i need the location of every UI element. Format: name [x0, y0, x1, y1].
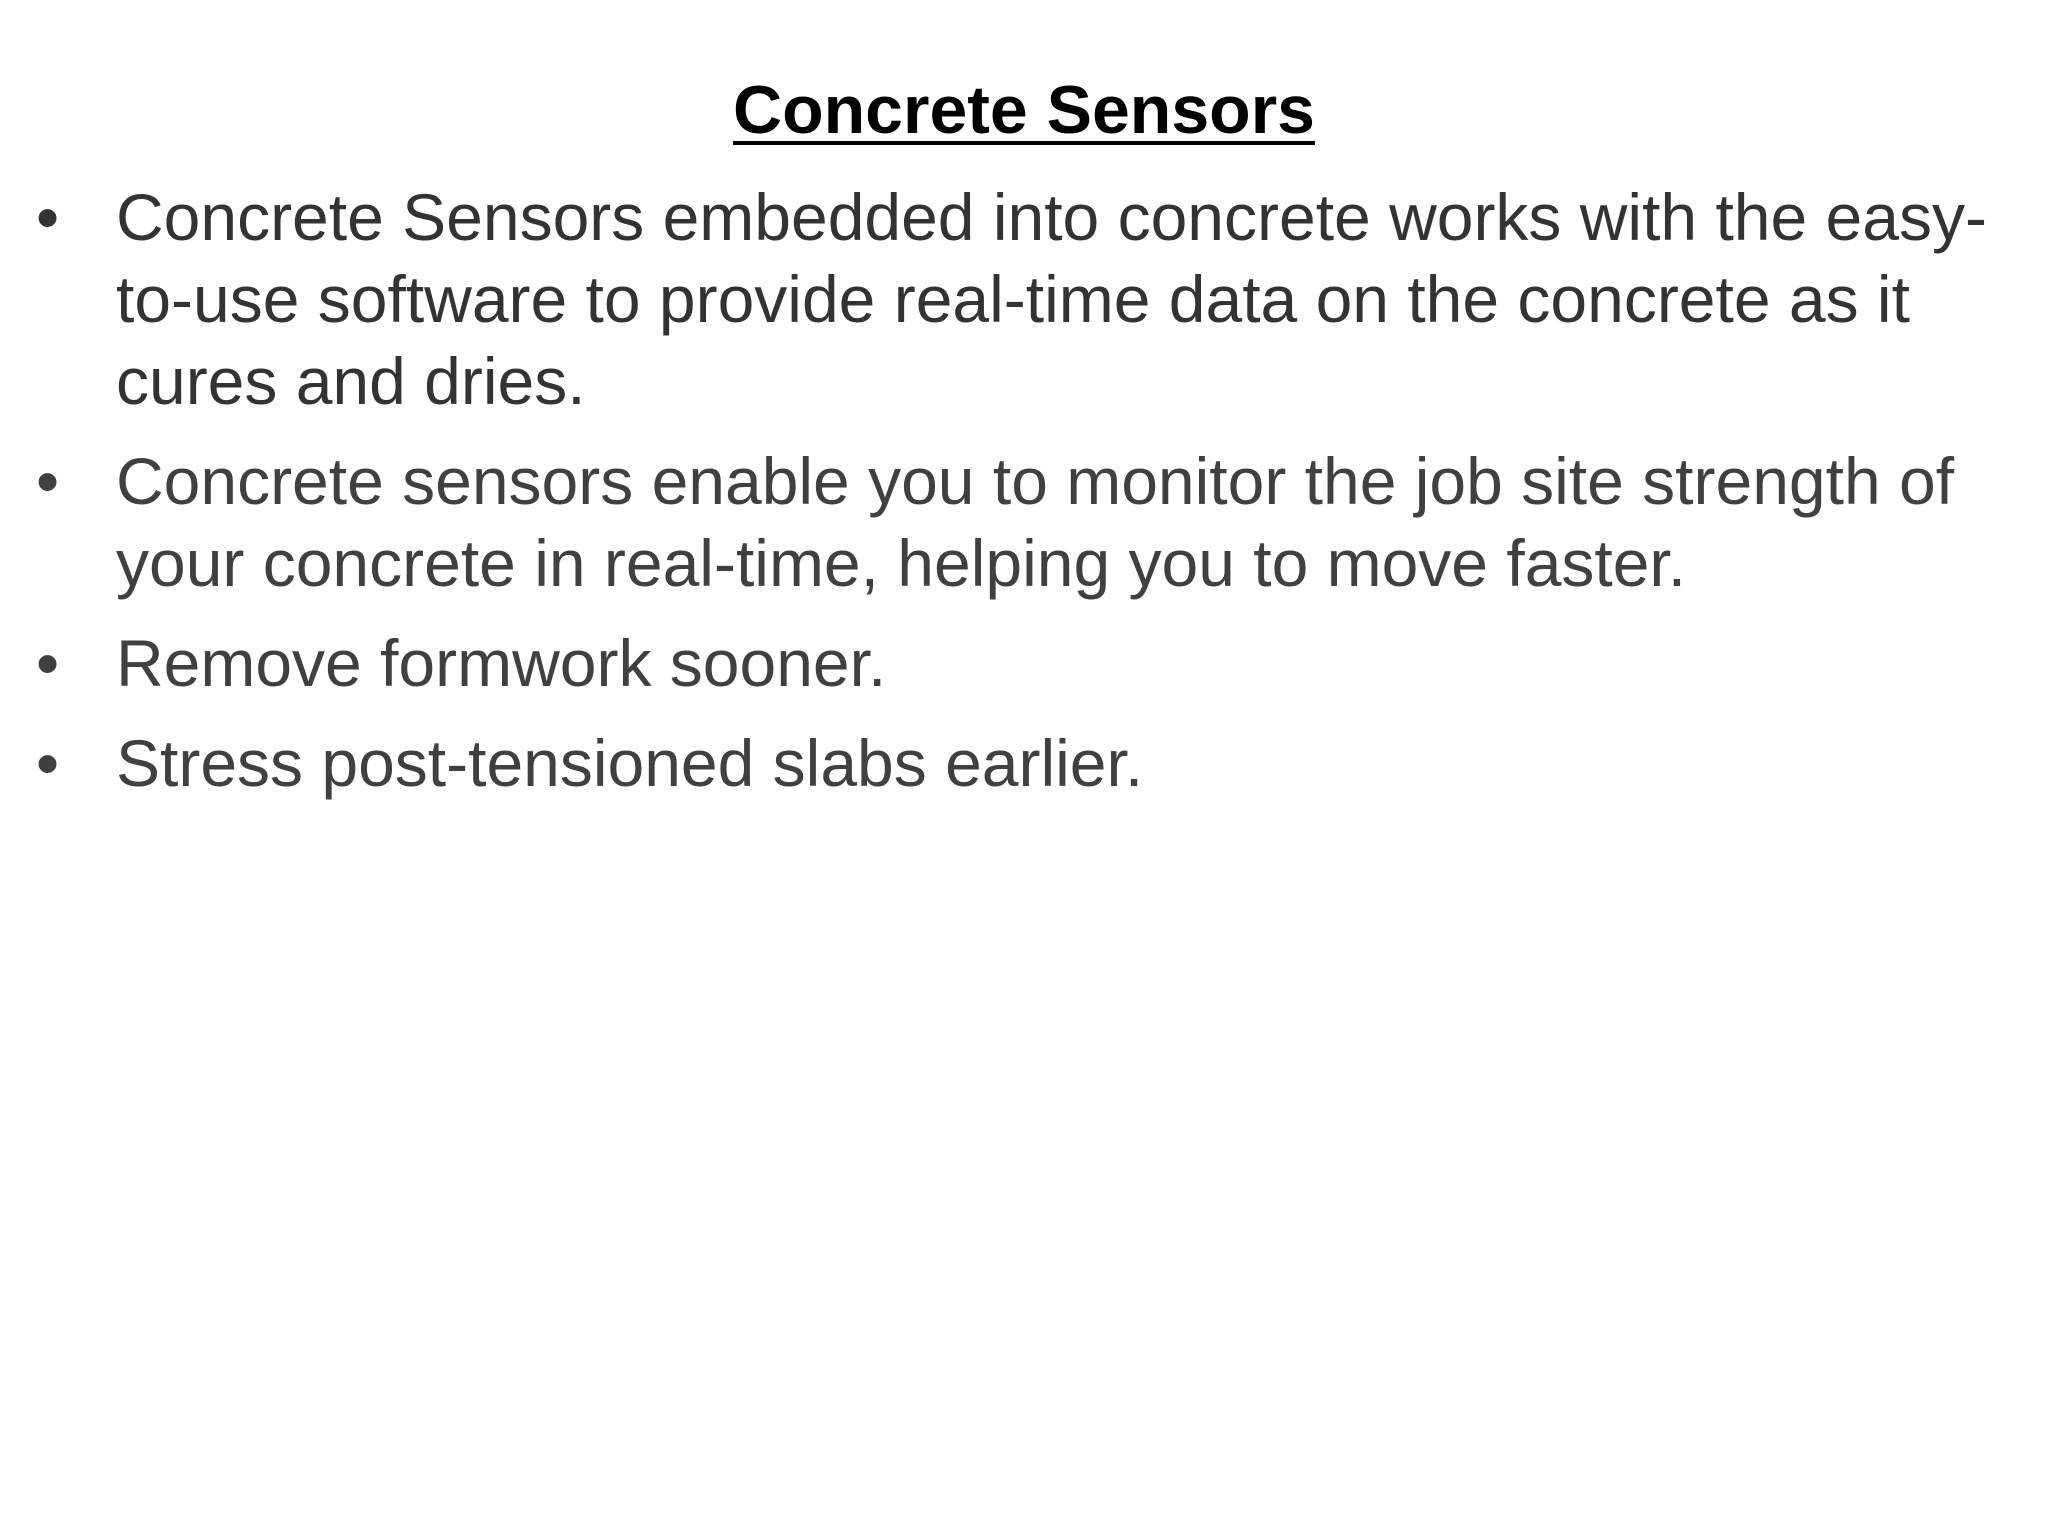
bullet-item: [0, 176, 2048, 422]
bullet-icon: •: [36, 726, 60, 800]
bullet-text: Concrete sensors enable you to monitor the job site strength of your concrete in real-time, helping you to move faster.: [116, 444, 1955, 600]
bullet-icon: •: [36, 444, 60, 518]
bullet-icon: •: [36, 180, 60, 254]
bullet-item: [0, 722, 2048, 804]
bullet-list: [0, 176, 2048, 822]
slide-title-text: Concrete Sensors: [733, 72, 1315, 148]
bullet-text: Concrete Sensors embedded into concrete works with the easy-to-use software to provide real-time data on the concrete as it cures and dries.: [116, 180, 1987, 418]
bullet-icon: •: [36, 626, 60, 700]
bullet-text: Stress post-tensioned slabs earlier.: [116, 726, 1144, 800]
bullet-item: [0, 440, 2048, 604]
bullet-text: Remove formwork sooner.: [116, 626, 887, 700]
slide-title: [0, 68, 2048, 152]
bullet-item: [0, 622, 2048, 704]
